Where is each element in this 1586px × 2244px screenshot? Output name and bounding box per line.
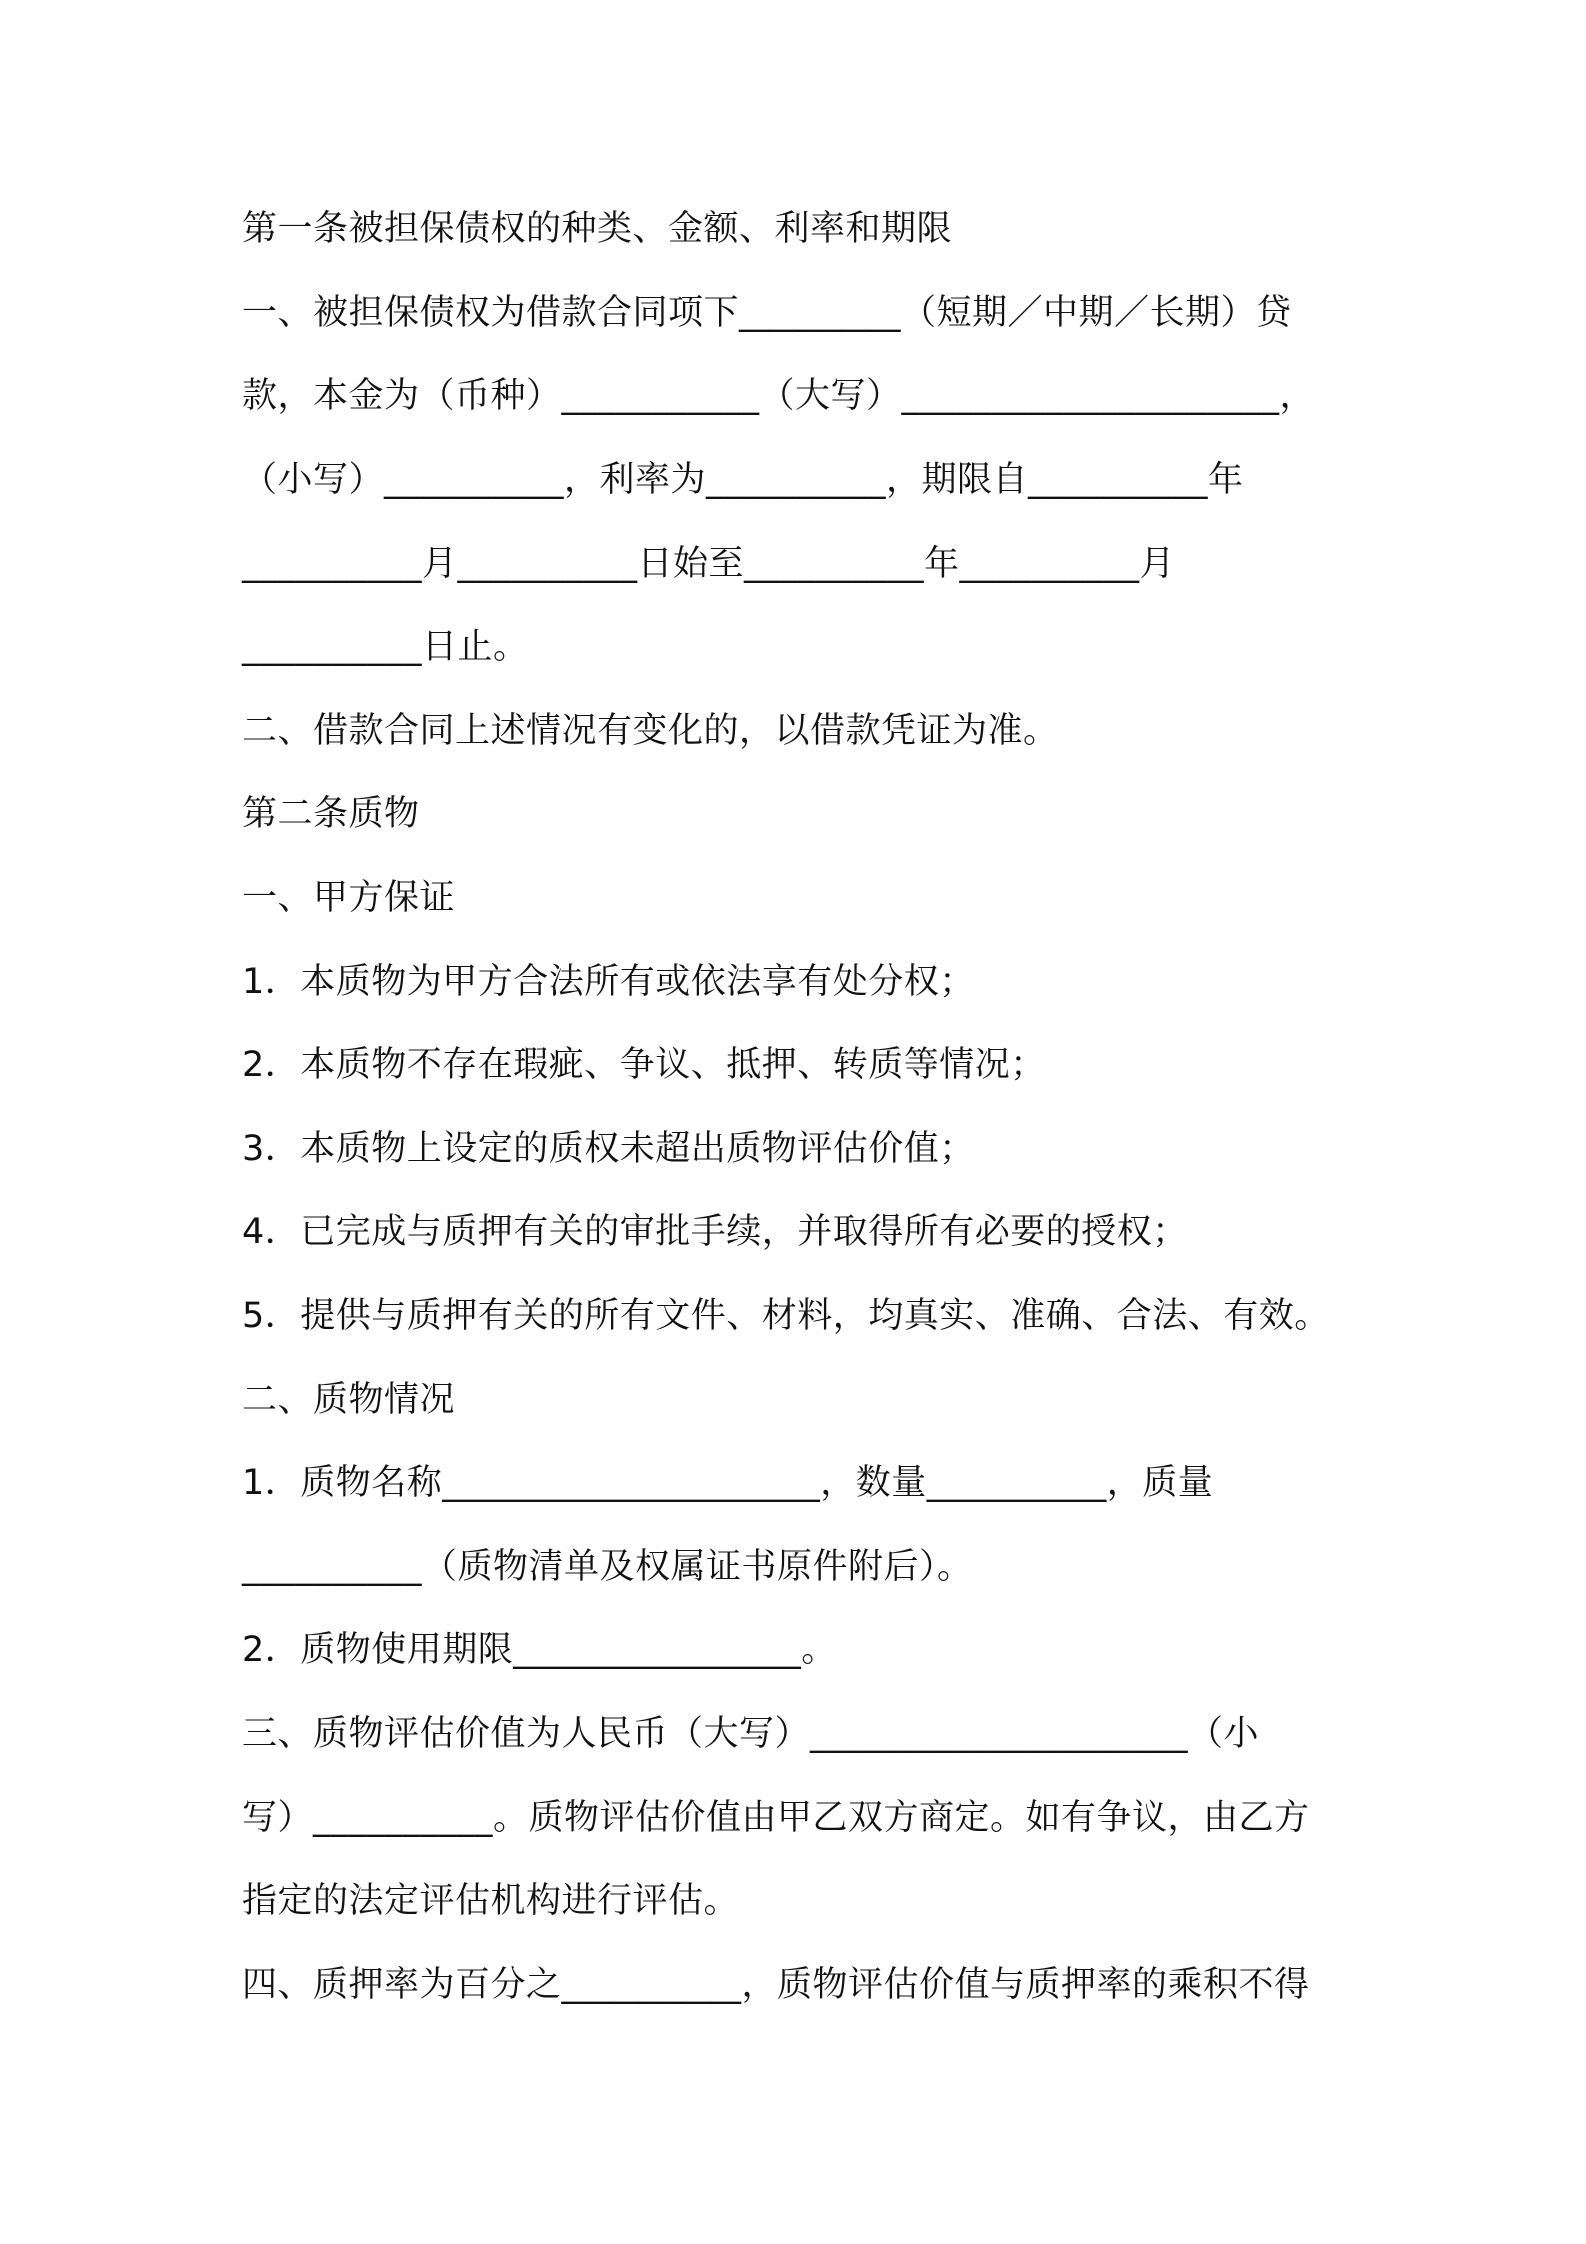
clause-1-1-line-1: 一、被担保债权为借款合同项下_________（短期／中期／长期）贷 xyxy=(242,293,1292,333)
guarantee-item-5: 5．提供与质押有关的所有文件、材料，均真实、准确、合法、有效。 xyxy=(242,1296,1330,1336)
guarantee-item-4: 4．已完成与质押有关的审批手续，并取得所有必要的授权； xyxy=(242,1212,1188,1252)
pledge-item-2: 2．质物使用期限________________。 xyxy=(242,1630,837,1670)
clause-1-1-line-5: __________日止。 xyxy=(242,627,529,667)
clause-3-line-3: 指定的法定评估机构进行评估。 xyxy=(242,1881,740,1921)
pledge-item-1-line-2: __________（质物清单及权属证书原件附后）。 xyxy=(242,1547,973,1587)
section-pledge-status: 二、质物情况 xyxy=(242,1380,456,1420)
clause-3-line-2: 写）__________。质物评估价值由甲乙双方商定。如有争议，由乙方 xyxy=(242,1798,1310,1838)
pledge-item-1-line-1: 1．质物名称_____________________，数量__________，质量 xyxy=(242,1463,1214,1503)
article-1-heading: 第一条被担保债权的种类、金额、利率和期限 xyxy=(242,209,953,249)
guarantee-item-1: 1．本质物为甲方合法所有或依法享有处分权； xyxy=(242,962,975,1002)
guarantee-item-3: 3．本质物上设定的质权未超出质物评估价值； xyxy=(242,1129,975,1169)
guarantee-item-2: 2．本质物不存在瑕疵、争议、抵押、转质等情况； xyxy=(242,1045,1046,1085)
clause-3-line-1: 三、质物评估价值为人民币（大写）_____________________（小 xyxy=(242,1714,1260,1754)
clause-1-1-line-3: （小写）__________，利率为__________，期限自__________年 xyxy=(242,460,1244,500)
section-guarantee: 一、甲方保证 xyxy=(242,878,456,918)
clause-1-2: 二、借款合同上述情况有变化的，以借款凭证为准。 xyxy=(242,711,1059,751)
clause-4-line-1: 四、质押率为百分之__________，质物评估价值与质押率的乘积不得 xyxy=(242,1965,1310,2005)
article-2-heading: 第二条质物 xyxy=(242,794,420,834)
clause-1-1-line-4: __________月__________日始至__________年__________月 xyxy=(242,544,1176,584)
clause-1-1-line-2: 款，本金为（币种）___________（大写）_____________________， xyxy=(242,376,1316,416)
